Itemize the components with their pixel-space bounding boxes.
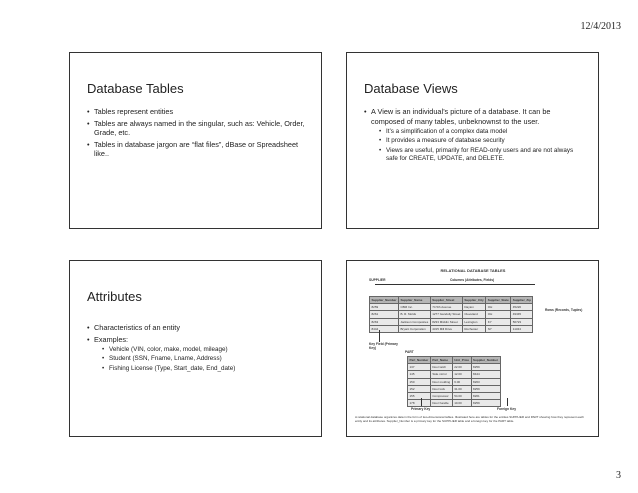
supplier-cell: 8263 bbox=[370, 318, 399, 325]
supplier-cell: 74 5th Avenue bbox=[430, 304, 462, 311]
part-row bbox=[408, 364, 501, 371]
part-cell: Door latch bbox=[430, 364, 452, 371]
slide-title: Attributes bbox=[87, 289, 142, 304]
part-cell: 8259 bbox=[471, 385, 500, 392]
supplier-cell: 8444 bbox=[370, 325, 399, 332]
bullet-item: • Tables in database jargon are “flat files”, dBase or Spreadsheet like.. bbox=[87, 140, 309, 159]
sub-bullet-item: • Vehicle (VIN, color, make, model, mileage) bbox=[102, 346, 309, 354]
key-field-label: Key Field (Primary Key) bbox=[369, 342, 398, 350]
supplier-row bbox=[370, 318, 533, 325]
slide-title: Database Tables bbox=[87, 81, 184, 96]
key-field-arrow bbox=[379, 330, 380, 342]
supplier-cell: 8233 Micklin Street bbox=[430, 318, 462, 325]
sub-bullet-item: • It provides a measure of database security bbox=[379, 137, 586, 145]
supplier-header-cell: Supplier_Name bbox=[399, 297, 431, 304]
part-header-cell: Supplier_Number bbox=[473, 358, 499, 363]
supplier-header-cell: Supplier_City bbox=[464, 298, 484, 303]
part-header-cell: Unit_Price bbox=[454, 358, 470, 363]
bullet-item bbox=[364, 107, 586, 163]
supplier-label: SUPPLIER bbox=[369, 278, 386, 282]
part-cell: Door handle bbox=[430, 400, 452, 407]
part-cell: 10.00 bbox=[452, 400, 471, 407]
bullet-text: A View is an individual’s picture of a database. It can be composed of many tables, unbeknownst to the user. bbox=[371, 107, 551, 126]
bullet-list bbox=[87, 107, 309, 161]
foreign-key-label: Foreign Key bbox=[497, 407, 517, 411]
part-cell: 12.00 bbox=[452, 371, 471, 378]
page-number: 3 bbox=[616, 470, 621, 481]
foreign-key-arrow bbox=[507, 398, 508, 406]
columns-label: Columns (Attributes, Fields) bbox=[450, 278, 495, 282]
bullet-item: • Tables represent entities bbox=[87, 107, 309, 117]
part-header-cell: Part_Name bbox=[430, 357, 452, 364]
part-cell: 8263 bbox=[471, 378, 500, 385]
slide-relational-diagram bbox=[346, 260, 599, 437]
supplier-table bbox=[369, 296, 533, 333]
supplier-cell: Bryant Corporation bbox=[399, 325, 431, 332]
part-cell: Door molding bbox=[432, 379, 451, 384]
part-cell: 150 bbox=[408, 378, 431, 385]
supplier-row bbox=[370, 304, 533, 311]
sub-bullet-item: • It’s a simplification of a complex data model bbox=[379, 128, 586, 136]
supplier-header-row bbox=[370, 297, 533, 304]
part-cell: 145 bbox=[408, 371, 431, 378]
supplier-cell: OH bbox=[486, 311, 511, 318]
part-cell: 8259 bbox=[471, 364, 500, 371]
page-date: 12/4/2013 bbox=[580, 21, 621, 32]
part-label: PART bbox=[405, 350, 414, 354]
sub-bullet-item: • Fishing License (Type, Start_date, End_date) bbox=[102, 365, 309, 373]
supplier-cell: Rochester bbox=[462, 325, 485, 332]
supplier-cell: 11344 bbox=[511, 325, 533, 332]
slide-database-tables bbox=[69, 52, 322, 229]
part-row bbox=[408, 385, 501, 392]
part-cell: 152 bbox=[408, 385, 431, 392]
primary-key-arrow bbox=[421, 398, 422, 406]
supplier-header-cell: Supplier_Number bbox=[371, 298, 397, 303]
supplier-cell: 1277 Gandolly Street bbox=[432, 312, 461, 317]
supplier-header-cell: Supplier_State bbox=[487, 298, 509, 303]
part-cell: 31.00 bbox=[452, 385, 471, 392]
supplier-cell: KY bbox=[486, 318, 511, 325]
supplier-cell: Cleveland bbox=[462, 311, 485, 318]
bullet-item: • Characteristics of an entity bbox=[87, 323, 309, 333]
supplier-cell: 49345 bbox=[511, 311, 533, 318]
part-cell: Door lock bbox=[430, 385, 452, 392]
slide-database-views bbox=[346, 52, 599, 229]
part-cell: 155 bbox=[408, 392, 431, 399]
slide-title: Database Views bbox=[364, 81, 458, 96]
bullet-item: • Tables are always named in the singular, such as: Vehicle, Order, Grade, etc. bbox=[87, 119, 309, 138]
part-cell: Compressor bbox=[430, 392, 452, 399]
supplier-cell: B. R. Molds bbox=[399, 311, 431, 318]
supplier-header-cell: Supplier_Street bbox=[430, 297, 462, 304]
supplier-cell: OH bbox=[486, 304, 511, 311]
bullet-list bbox=[364, 107, 586, 165]
supplier-row bbox=[370, 311, 533, 318]
part-cell: 6.00 bbox=[452, 378, 471, 385]
supplier-header-cell: Supplier_Zip bbox=[512, 298, 531, 303]
sub-bullet-item: • Student (SSN, Fname, Lname, Address) bbox=[102, 355, 309, 363]
part-cell: Side mirror bbox=[430, 371, 452, 378]
part-cell: 8261 bbox=[471, 392, 500, 399]
part-row bbox=[408, 371, 501, 378]
supplier-cell: NY bbox=[486, 325, 511, 332]
slide-attributes bbox=[69, 260, 322, 437]
supplier-cell: Jackson Composites bbox=[400, 319, 429, 324]
supplier-row bbox=[370, 325, 533, 332]
supplier-cell: 8259 bbox=[370, 304, 399, 311]
bullet-item bbox=[87, 335, 309, 373]
part-cell: 178 bbox=[408, 400, 431, 407]
part-header-cell: Part_Number bbox=[409, 358, 429, 363]
supplier-cell: 45220 bbox=[511, 304, 533, 311]
supplier-cell: Lexington bbox=[462, 318, 485, 325]
part-cell: 137 bbox=[408, 364, 431, 371]
supplier-cell: CBM Inc. bbox=[399, 304, 431, 311]
diagram-title: RELATIONAL DATABASE TABLES bbox=[440, 268, 506, 273]
bullet-text: Examples: bbox=[94, 334, 129, 344]
part-cell: 8259 bbox=[471, 400, 500, 407]
part-cell: 8444 bbox=[471, 371, 500, 378]
supplier-cell: 4315 Mill Drive bbox=[430, 325, 462, 332]
part-row bbox=[408, 378, 501, 385]
supplier-cell: 56723 bbox=[511, 318, 533, 325]
relational-tables-diagram bbox=[355, 268, 591, 431]
part-cell: 22.00 bbox=[452, 364, 471, 371]
primary-key-label: Primary Key bbox=[411, 407, 431, 411]
sub-bullet-item: • Views are useful, primarily for READ-only users and are not always safe for CREATE, UPDATE, and DELETE. bbox=[379, 147, 586, 163]
part-header-row bbox=[408, 357, 501, 364]
supplier-cell: 8261 bbox=[370, 311, 399, 318]
bullet-list bbox=[87, 323, 309, 375]
columns-bracket-line bbox=[375, 284, 535, 285]
part-cell: 54.00 bbox=[452, 392, 471, 399]
rows-label: Rows (Records, Tuples) bbox=[545, 308, 583, 312]
diagram-caption: A relational database organizes data in the form of two-dimensional tables. Illustrated here are tables for the entities SUPPLIER and PART showing how they represent each entity and its attributes. Supplier_Number is a primary key for the SUPPLIER table and a foreign key for the PART table. bbox=[355, 415, 584, 423]
supplier-cell: Dayton bbox=[462, 304, 485, 311]
